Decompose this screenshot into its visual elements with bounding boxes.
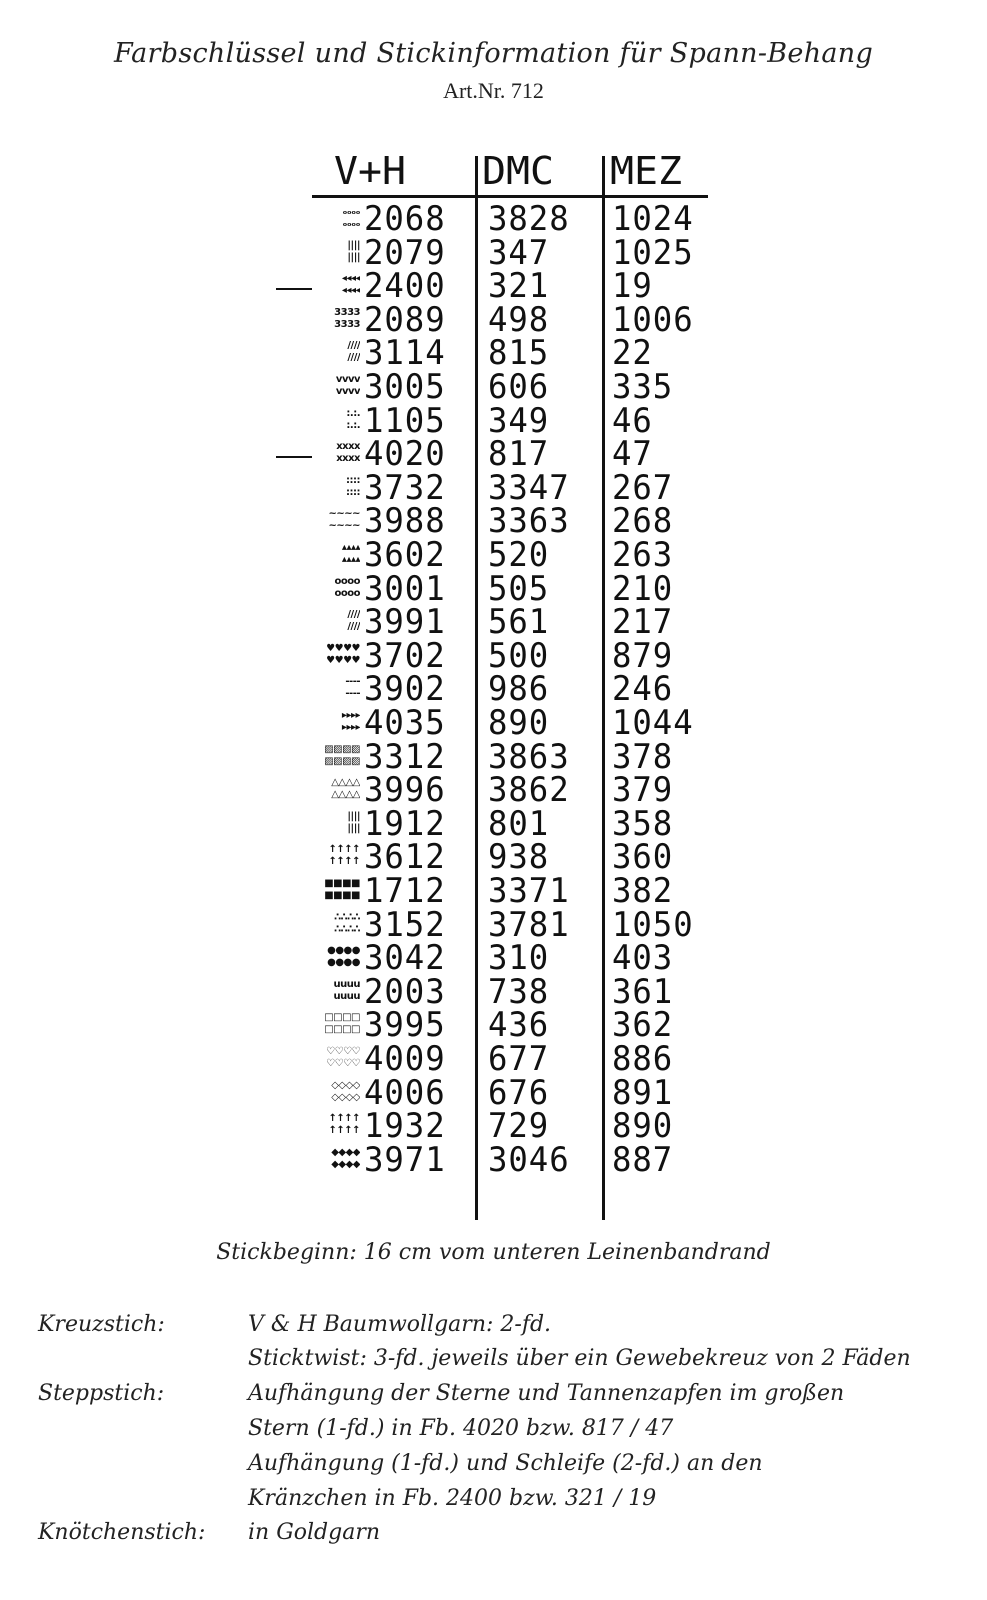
vh-number: 3702: [364, 635, 446, 676]
table-row: [312, 635, 712, 676]
table-row: [312, 837, 712, 878]
dmc-number: 3046: [488, 1139, 570, 1180]
mez-number: 268: [612, 501, 674, 542]
label-steppstich: Steppstich:: [38, 1381, 165, 1406]
vh-number: 3114: [364, 333, 446, 374]
symbol-icon: ₒₒₒₒ ₒₒₒₒ: [342, 206, 360, 229]
table-row: [312, 232, 712, 273]
vh-number: 3001: [364, 568, 446, 609]
symbol-icon: ~~~~ ~~~~: [328, 508, 360, 532]
symbol-icon: ●●●● ●●●●: [327, 945, 360, 969]
mez-number: 360: [612, 837, 674, 878]
mez-number: 379: [612, 770, 674, 811]
table-row: [312, 1039, 712, 1079]
mez-number: 217: [612, 602, 674, 643]
table-row: [312, 299, 712, 340]
header-vh: V+H: [334, 149, 407, 193]
table-row: [312, 434, 712, 475]
dmc-number: 321: [488, 266, 550, 307]
dmc-number: 310: [488, 938, 550, 979]
dmc-number: 520: [488, 535, 550, 575]
mez-number: 267: [612, 467, 674, 508]
table-row: [312, 736, 712, 777]
vh-number: 3732: [364, 467, 446, 508]
stickbeginn-note: Stickbeginn: 16 cm vom unteren Leinenbandrand: [216, 1240, 771, 1265]
symbol-icon: 3333 3333: [334, 306, 360, 330]
steppstich-line-1: Aufhängung der Sterne und Tannenzapfen im großen: [248, 1381, 845, 1406]
dmc-number: 815: [488, 333, 550, 374]
symbol-icon: |||| ||||: [347, 810, 360, 834]
mez-number: 403: [612, 938, 674, 979]
mez-number: 246: [612, 669, 674, 710]
symbol-icon: ▴▴▴▴ ▴▴▴▴: [341, 542, 360, 565]
vh-number: 4035: [364, 703, 446, 743]
dmc-number: 938: [488, 837, 550, 878]
table-row: [312, 568, 712, 609]
dmc-number: 890: [488, 703, 550, 743]
dmc-number: 3371: [488, 871, 570, 911]
mez-number: 890: [612, 1106, 674, 1147]
dmc-number: 3781: [488, 904, 570, 945]
mez-number: 1006: [612, 299, 694, 340]
mez-number: 22: [612, 333, 653, 374]
mez-number: 886: [612, 1039, 674, 1079]
row-marker-line: [276, 288, 312, 290]
vh-number: 2400: [364, 266, 446, 307]
vh-number: 4009: [364, 1039, 446, 1079]
table-row: [312, 1139, 712, 1180]
table-row: [312, 367, 712, 407]
symbol-icon: ∴∴∴∴ ∴∴∴∴: [334, 911, 360, 935]
vh-number: 3312: [364, 736, 446, 777]
table-row: [312, 1106, 712, 1147]
dmc-number: 3363: [488, 501, 570, 542]
symbol-icon: ◆◆◆◆ ◆◆◆◆: [331, 1146, 360, 1170]
symbol-icon: //// ////: [347, 609, 360, 633]
mez-number: 1025: [612, 232, 694, 273]
symbol-icon: △△△△ △△△△: [331, 777, 360, 801]
table-row: [312, 266, 712, 307]
symbol-icon: |||| ||||: [347, 239, 360, 263]
table-row: [312, 1005, 712, 1046]
mez-number: 382: [612, 871, 674, 911]
table-row: [312, 535, 712, 575]
label-kreuzstich: Kreuzstich:: [38, 1312, 165, 1337]
dmc-number: 561: [488, 602, 550, 643]
mez-number: 210: [612, 568, 674, 609]
vh-number: 3152: [364, 904, 446, 945]
symbol-icon: ---- ----: [345, 676, 360, 700]
mez-number: 263: [612, 535, 674, 575]
mez-number: 891: [612, 1072, 674, 1113]
symbol-icon: xxxx xxxx: [336, 441, 360, 465]
vh-number: 1932: [364, 1106, 446, 1147]
symbol-icon: ◇◇◇◇ ◇◇◇◇: [331, 1079, 360, 1103]
vh-number: 4020: [364, 434, 446, 475]
mez-number: 1024: [612, 199, 694, 239]
symbol-icon: ▨▨▨▨ ▨▨▨▨: [324, 743, 360, 767]
vh-number: 3902: [364, 669, 446, 710]
dmc-number: 347: [488, 232, 550, 273]
vh-number: 3996: [364, 770, 446, 811]
table-row: [312, 938, 712, 979]
row-marker-line: [276, 456, 312, 458]
dmc-number: 738: [488, 971, 550, 1012]
table-row: [312, 400, 712, 441]
mez-number: 335: [612, 367, 674, 407]
table-row: [312, 199, 712, 239]
vh-number: 2068: [364, 199, 446, 239]
symbol-icon: :.:. :.:.: [346, 407, 360, 431]
steppstich-line-3: Aufhängung (1-fd.) und Schleife (2-fd.) an den: [248, 1451, 763, 1476]
mez-number: 378: [612, 736, 674, 777]
table-row: [312, 871, 712, 911]
symbol-icon: vvvv vvvv: [335, 374, 360, 397]
table-row: [312, 971, 712, 1012]
table-row: [312, 803, 712, 844]
color-key-table: [312, 150, 712, 1230]
symbol-icon: ↑↑↑↑ ↑↑↑↑: [328, 1113, 360, 1137]
mez-number: 19: [612, 266, 653, 307]
header-dmc: DMC: [482, 149, 555, 193]
vh-number: 3042: [364, 938, 446, 979]
kreuzstich-line-2: Sticktwist: 3-fd. jeweils über ein Gewebekreuz von 2 Fäden: [248, 1346, 911, 1371]
vh-number: 2079: [364, 232, 446, 273]
symbol-icon: ↑↑↑↑ ↑↑↑↑: [328, 844, 360, 868]
dmc-number: 498: [488, 299, 550, 340]
steppstich-line-4: Kränzchen in Fb. 2400 bzw. 321 / 19: [248, 1486, 657, 1511]
table-row: [312, 602, 712, 643]
mez-number: 879: [612, 635, 674, 676]
article-number: Art.Nr. 712: [443, 78, 544, 103]
symbol-icon: ♡♡♡♡ ♡♡♡♡: [326, 1046, 360, 1069]
header-mez: MEZ: [610, 149, 683, 193]
symbol-icon: :::: ::::: [346, 474, 360, 498]
vh-number: 3005: [364, 367, 446, 407]
mez-number: 1044: [612, 703, 694, 743]
table-row: [312, 703, 712, 743]
symbol-icon: //// ////: [347, 340, 360, 364]
dmc-number: 677: [488, 1039, 550, 1079]
vh-number: 1912: [364, 803, 446, 844]
symbol-icon: □□□□ □□□□: [324, 1012, 360, 1036]
vh-number: 3971: [364, 1139, 446, 1180]
symbol-icon: uuuu uuuu: [333, 978, 360, 1002]
vh-number: 1105: [364, 400, 446, 441]
kreuzstich-line-1: V & H Baumwollgarn: 2-fd.: [248, 1312, 552, 1337]
dmc-number: 3347: [488, 467, 570, 508]
dmc-number: 676: [488, 1072, 550, 1113]
symbol-icon: ▸▸▸▸ ▸▸▸▸: [341, 710, 360, 733]
mez-number: 1050: [612, 904, 694, 945]
dmc-number: 986: [488, 669, 550, 710]
table-row: [312, 770, 712, 811]
vh-number: 3602: [364, 535, 446, 575]
symbol-icon: ◂◂◂◂ ◂◂◂◂: [341, 273, 360, 297]
mez-number: 358: [612, 803, 674, 844]
table-row: [312, 904, 712, 945]
symbol-icon: oooo oooo: [334, 575, 360, 599]
dmc-number: 3828: [488, 199, 570, 239]
dmc-number: 436: [488, 1005, 550, 1046]
dmc-number: 3862: [488, 770, 570, 811]
vh-number: 1712: [364, 871, 446, 911]
symbol-icon: ♥♥♥♥ ♥♥♥♥: [326, 642, 360, 666]
vh-number: 3991: [364, 602, 446, 643]
vh-number: 3988: [364, 501, 446, 542]
vh-number: 2003: [364, 971, 446, 1012]
label-knoetchenstich: Knötchenstich:: [38, 1520, 206, 1545]
mez-number: 362: [612, 1005, 674, 1046]
mez-number: 47: [612, 434, 653, 475]
table-row: [312, 333, 712, 374]
dmc-number: 349: [488, 400, 550, 441]
steppstich-line-2: Stern (1-fd.) in Fb. 4020 bzw. 817 / 47: [248, 1416, 674, 1441]
dmc-number: 729: [488, 1106, 550, 1147]
mez-number: 46: [612, 400, 653, 441]
vh-number: 4006: [364, 1072, 446, 1113]
vh-number: 3995: [364, 1005, 446, 1046]
vh-number: 3612: [364, 837, 446, 878]
table-row: [312, 467, 712, 508]
dmc-number: 606: [488, 367, 550, 407]
mez-number: 361: [612, 971, 674, 1012]
table-row: [312, 1072, 712, 1113]
page-title: Farbschlüssel und Stickinformation für Spann-Behang: [113, 38, 874, 69]
table-row: [312, 501, 712, 542]
dmc-number: 3863: [488, 736, 570, 777]
dmc-number: 817: [488, 434, 550, 475]
dmc-number: 505: [488, 568, 550, 609]
symbol-icon: ■■■■ ■■■■: [324, 878, 360, 901]
header-rule: [312, 195, 708, 198]
dmc-number: 500: [488, 635, 550, 676]
vh-number: 2089: [364, 299, 446, 340]
mez-number: 887: [612, 1139, 674, 1180]
table-row: [312, 669, 712, 710]
dmc-number: 801: [488, 803, 550, 844]
knoetchenstich-line-1: in Goldgarn: [248, 1520, 381, 1545]
